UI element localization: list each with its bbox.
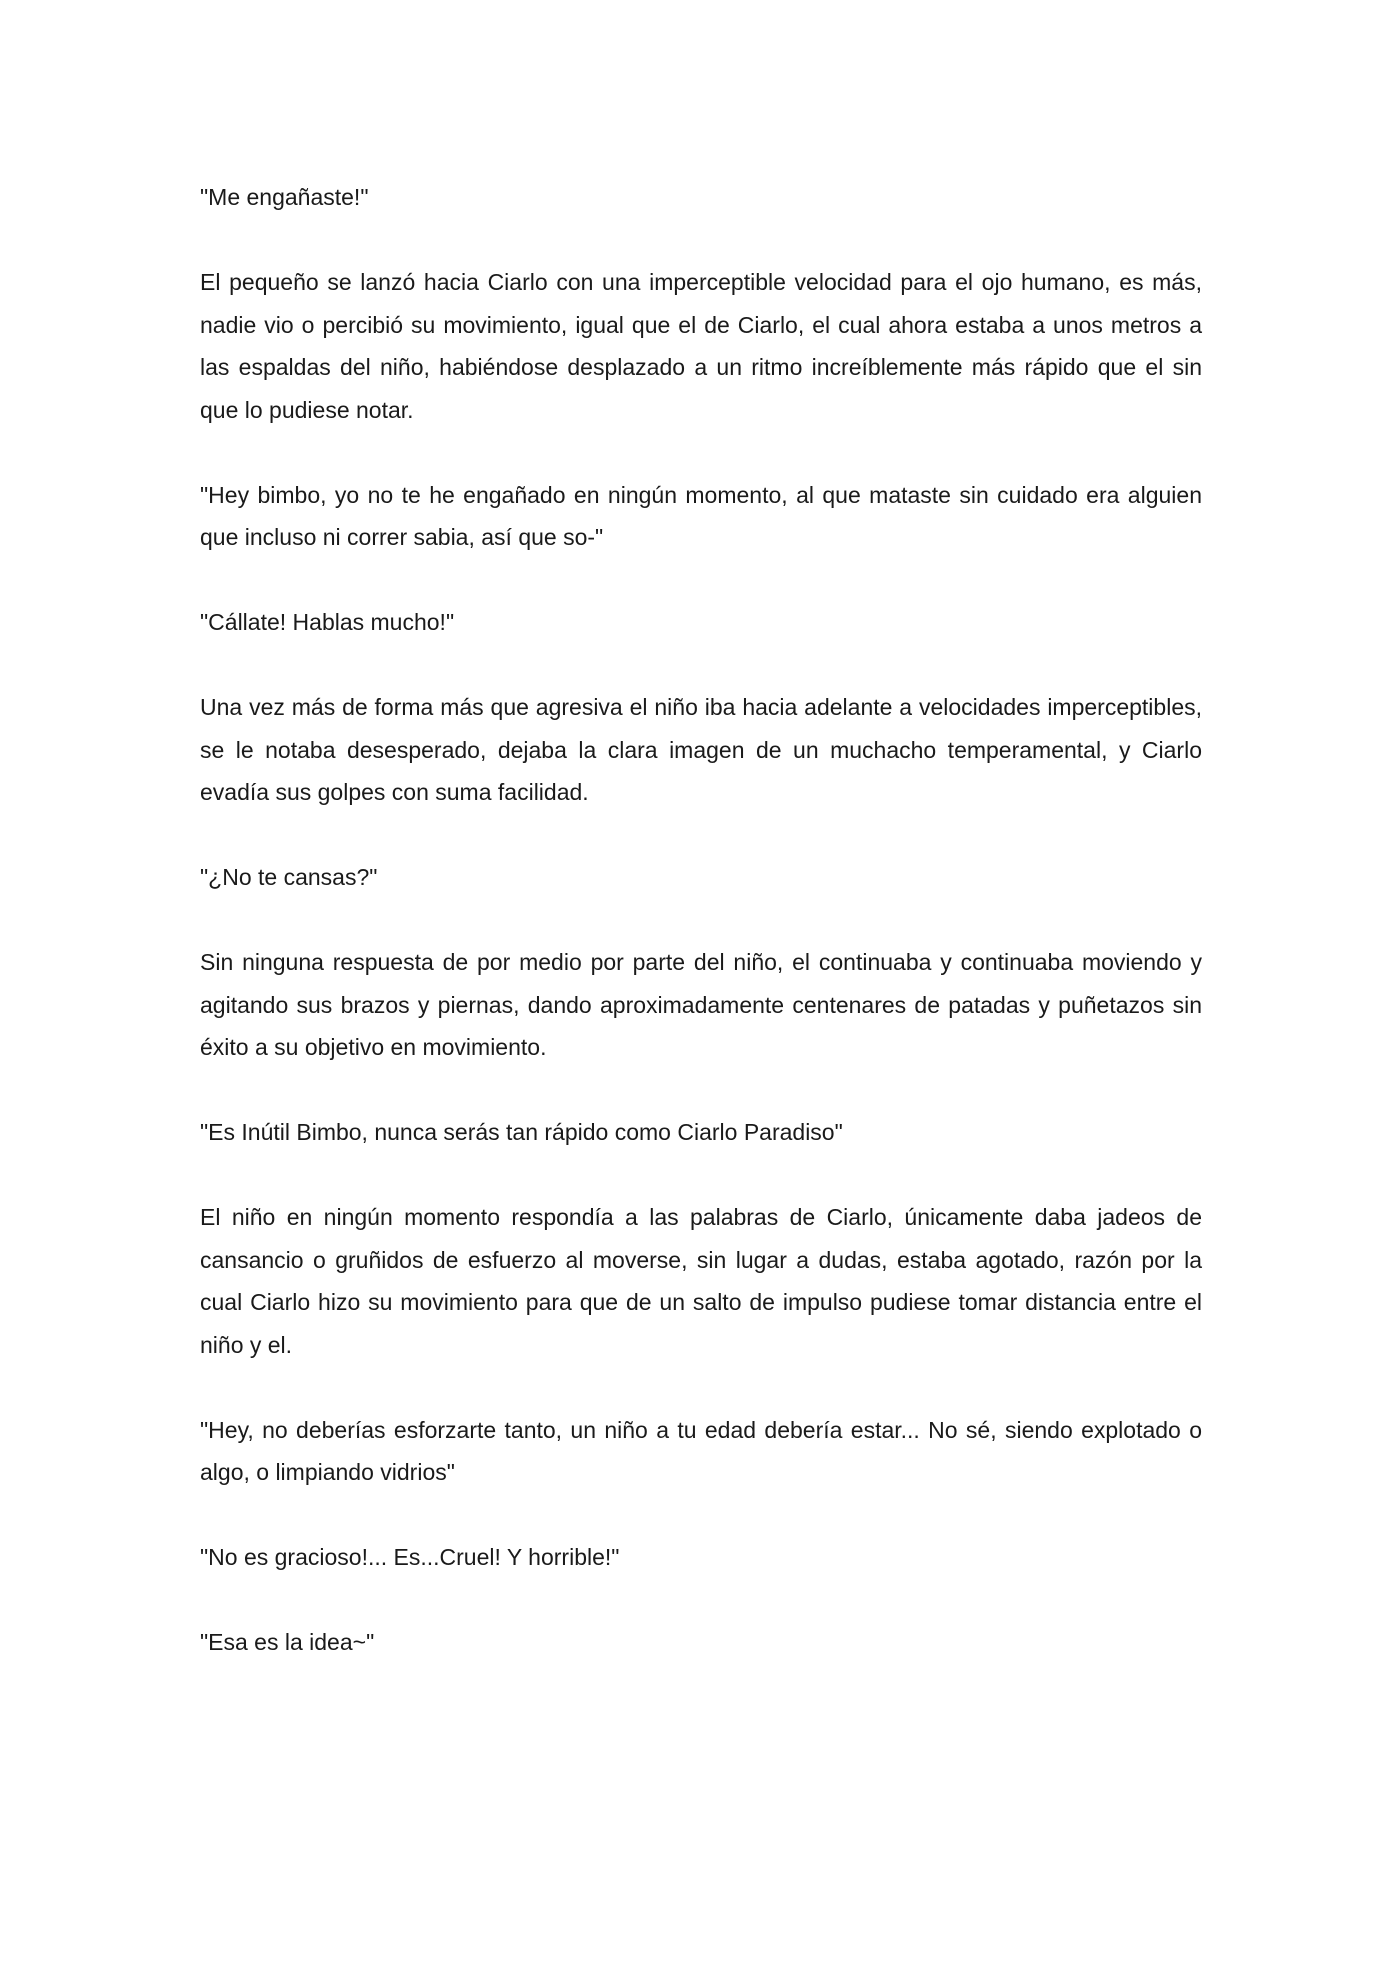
paragraph-narration-1: El pequeño se lanzó hacia Ciarlo con una imperceptible velocidad para el ojo humano, es más, nadie vio o percibió su movimiento, igual que el de Ciarlo, el cual ahora estaba a unos metros a las espaldas del niño, habiéndose desplazado a un ritmo increíblemente más rápido que el sin que lo pudiese notar. [200, 269, 1202, 423]
paragraph-dialogue-me-enganaste: "Me engañaste!" [200, 184, 369, 210]
paragraph-dialogue-esa-es-la-idea: "Esa es la idea~" [200, 1629, 375, 1655]
paragraph-dialogue-es-inutil: "Es Inútil Bimbo, nunca serás tan rápido como Ciarlo Paradiso" [200, 1119, 843, 1145]
paragraph-dialogue-callate: "Cállate! Hablas mucho!" [200, 609, 455, 635]
paragraph-dialogue-hey-no-deberias: "Hey, no deberías esforzarte tanto, un niño a tu edad debería estar... No sé, siendo explotado o algo, o limpiando vidrios" [200, 1416, 1202, 1485]
document-body [200, 176, 1202, 1706]
paragraph-dialogue-hey-bimbo: "Hey bimbo, yo no te he engañado en ningún momento, al que mataste sin cuidado era alguien que incluso ni correr sabia, así que so-" [200, 481, 1202, 550]
paragraph-narration-3: Sin ninguna respuesta de por medio por parte del niño, el continuaba y continuaba moviendo y agitando sus brazos y piernas, dando aproximadamente centenares de patadas y puñetazos sin éxito a su objetivo en movimiento. [200, 949, 1202, 1060]
paragraph-narration-2: Una vez más de forma más que agresiva el niño iba hacia adelante a velocidades imperceptibles, se le notaba desesperado, dejaba la clara imagen de un muchacho temperamental, y Ciarlo evadía sus golpes con suma facilidad. [200, 694, 1202, 805]
paragraph-dialogue-no-te-cansas: "¿No te cansas?" [200, 864, 378, 890]
paragraph-narration-4: El niño en ningún momento respondía a las palabras de Ciarlo, únicamente daba jadeos de cansancio o gruñidos de esfuerzo al moverse, sin lugar a dudas, estaba agotado, razón por la cual Ciarlo hizo su movimiento para que de un salto de impulso pudiese tomar distancia entre el niño y el. [200, 1204, 1202, 1358]
paragraph-dialogue-no-es-gracioso: "No es gracioso!... Es...Cruel! Y horrible!" [200, 1544, 620, 1570]
